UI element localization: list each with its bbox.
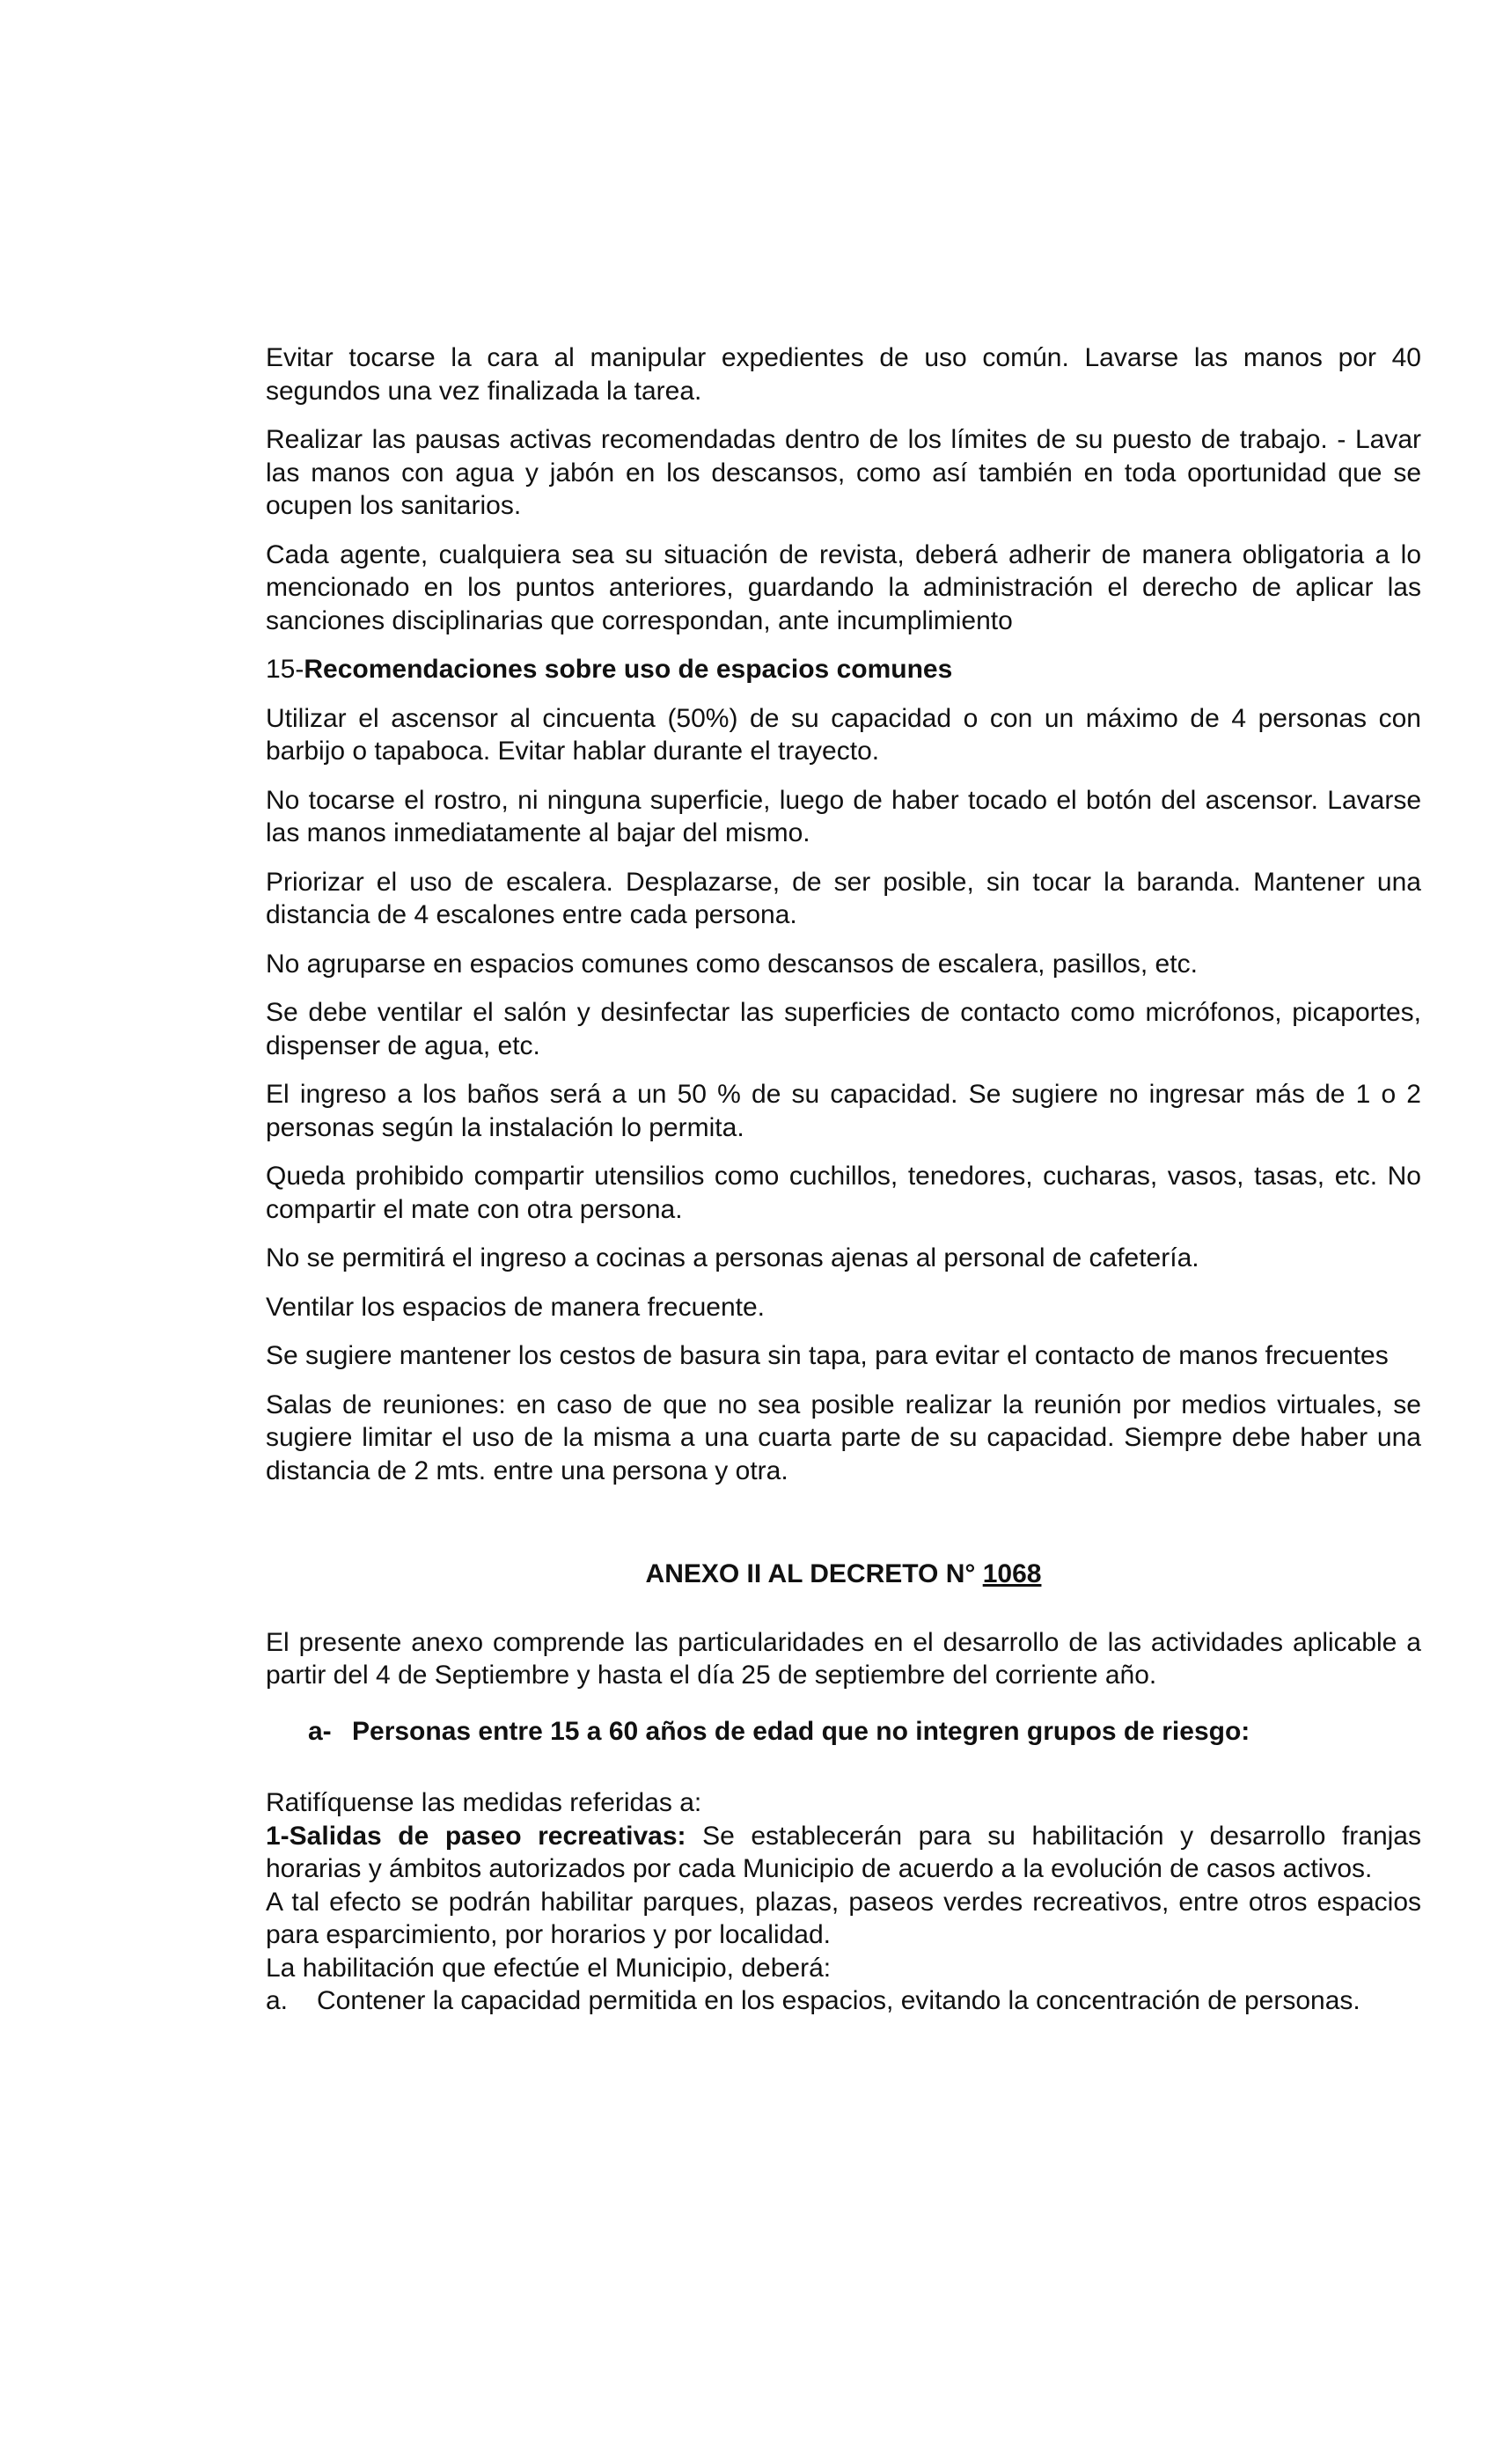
paragraph: Queda prohibido compartir utensilios como cuchillos, tenedores, cucharas, vasos, tasas, etc. No compartir el mate con otra persona. bbox=[266, 1162, 1421, 1224]
decree-number: 1068 bbox=[982, 1559, 1042, 1588]
list-marker: a. bbox=[266, 1986, 289, 2015]
paragraph: Se debe ventilar el salón y desinfectar las superficies de contacto como micrófonos, picaportes, dispenser de agua, etc. bbox=[266, 998, 1421, 1060]
paragraph: Evitar tocarse la cara al manipular expedientes de uso común. Lavarse las manos por 40 segundos una vez finalizada la tarea. bbox=[266, 343, 1421, 406]
section-title: Recomendaciones sobre uso de espacios comunes bbox=[304, 655, 953, 684]
paragraph: Realizar las pausas activas recomendadas dentro de los límites de su puesto de trabajo. - Lavar las manos con agua y jabón en los descansos, como así también en toda oportunidad que se ocupen los sanitarios. bbox=[266, 425, 1421, 520]
item-1-label: 1-Salidas de paseo recreativas: bbox=[266, 1821, 686, 1851]
annex-intro: El presente anexo comprende las particularidades en el desarrollo de las actividades aplicable a partir del 4 de Septiembre y hasta el día 25 de septiembre del corriente año. bbox=[266, 1627, 1421, 1690]
list-item-text: Contener la capacidad permitida en los espacios, evitando la concentración de personas. bbox=[317, 1986, 1360, 2015]
item-1 bbox=[266, 1820, 1421, 1886]
item-1-more: A tal efecto se podrán habilitar parques, plazas, paseos verdes recreativos, entre otros espacios para esparcimiento, por horarios y por localidad. bbox=[266, 1887, 1421, 1949]
list-item-a bbox=[266, 1984, 1421, 2018]
ratify-line: Ratifíquense las medidas referidas a: bbox=[266, 1788, 702, 1817]
paragraph: Salas de reuniones: en caso de que no sea posible realizar la reunión por medios virtuales, se sugiere limitar el uso de la misma a una cuarta parte de su capacidad. Siempre debe haber una distancia de 2 mts. entre una persona y otra. bbox=[266, 1390, 1421, 1485]
annex-title-text: ANEXO II AL DECRETO N° bbox=[645, 1559, 983, 1588]
paragraph: No se permitirá el ingreso a cocinas a personas ajenas al personal de cafetería. bbox=[266, 1243, 1199, 1272]
paragraph: Ventilar los espacios de manera frecuente. bbox=[266, 1292, 765, 1322]
paragraph: Priorizar el uso de escalera. Desplazarse, de ser posible, sin tocar la baranda. Mantener una distancia de 4 escalones entre cada persona. bbox=[266, 867, 1421, 929]
paragraph: El ingreso a los baños será a un 50 % de su capacidad. Se sugiere no ingresar más de 1 o 2 personas según la instalación lo permita. bbox=[266, 1080, 1421, 1142]
subheading-text: Personas entre 15 a 60 años de edad que no integren grupos de riesgo: bbox=[352, 1716, 1250, 1746]
item-1-text: Se establecerán para su habilitación y desarrollo franjas horarias y ámbitos autorizados por cada Municipio de acuerdo a la evolución de casos activos. bbox=[266, 1821, 1421, 1883]
paragraph: Cada agente, cualquiera sea su situación de revista, deberá adherir de manera obligatoria a lo mencionado en los puntos anteriores, guardando la administración el derecho de aplicar las sanciones disciplinarias que correspondan, ante incumplimiento bbox=[266, 539, 1421, 635]
paragraph: No tocarse el rostro, ni ninguna superficie, luego de haber tocado el botón del ascensor. Lavarse las manos inmediatamente al bajar del mismo. bbox=[266, 785, 1421, 847]
document-page bbox=[266, 341, 1421, 2018]
item-1-habilitacion: La habilitación que efectúe el Municipio, deberá: bbox=[266, 1953, 832, 1983]
section-number: 15- bbox=[266, 655, 304, 684]
paragraph: Utilizar el ascensor al cincuenta (50%) de su capacidad o con un máximo de 4 personas con barbijo o tapaboca. Evitar hablar durante el trayecto. bbox=[266, 703, 1421, 766]
annex-title bbox=[266, 1558, 1421, 1591]
subheading-marker: a- bbox=[308, 1716, 332, 1746]
paragraph: Se sugiere mantener los cestos de basura sin tapa, para evitar el contacto de manos frecuentes bbox=[266, 1341, 1389, 1370]
paragraph: No agruparse en espacios comunes como descansos de escalera, pasillos, etc. bbox=[266, 949, 1198, 979]
annex-subheading bbox=[308, 1715, 1421, 1749]
section-15-heading bbox=[266, 653, 1421, 686]
